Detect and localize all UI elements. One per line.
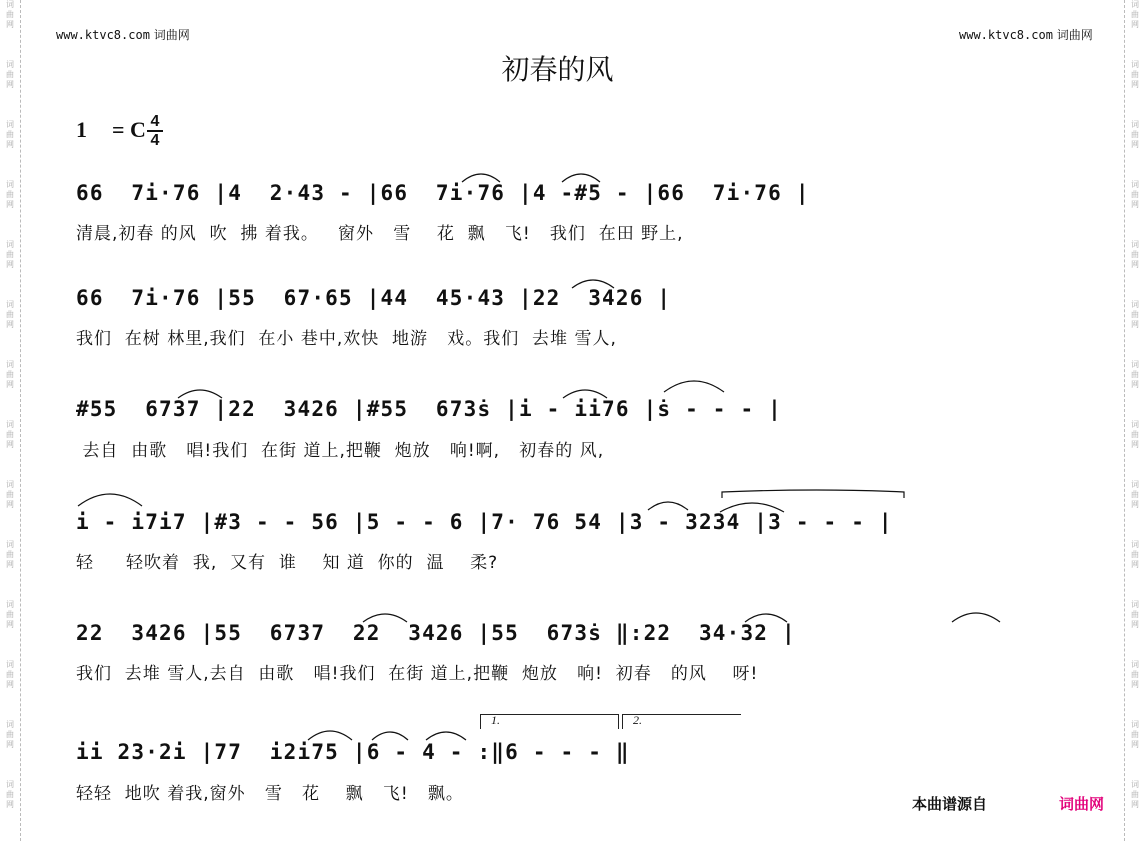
watermark-mark: 词 曲 网 [6, 780, 14, 809]
watermark-mark: 词 曲 网 [1131, 180, 1139, 209]
watermark-mark: 词 曲 网 [1131, 0, 1139, 29]
watermark-mark: 词 曲 网 [6, 480, 14, 509]
slur-arc [720, 503, 784, 512]
score-notes-line-1: 66 7i·76 |4 2·43 - |66 7i·76 |4 -#5 - |66 7i·76 | [76, 181, 810, 205]
slur-arc [664, 381, 724, 392]
score-notes-line-4: i - i7i7 |#3 - - 56 |5 - - 6 |7· 76 54 |3 - 3234 |3 - - - | [76, 510, 893, 534]
watermark-mark: 词 曲 网 [6, 660, 14, 689]
watermark-mark: 词 曲 网 [1131, 540, 1139, 569]
watermark-mark: 词 曲 网 [6, 360, 14, 389]
watermark-mark: 词 曲 网 [6, 600, 14, 629]
watermark-mark: 词 曲 网 [1131, 420, 1139, 449]
song-title: 初春的风 [501, 53, 614, 86]
score-notes-line-3: #55 6737 |22 3426 |#55 673ṡ |i - ii76 |ṡ - - - | [76, 397, 782, 421]
slur-arc [572, 280, 614, 288]
score-lyrics-line-5: 我们 去堆 雪人,去自 由歌 唱!我们 在街 道上,把鞭 炮放 响! 初春 的风 呀! [76, 664, 759, 684]
slur-arc [648, 502, 688, 510]
site-name: 词曲网 [1056, 28, 1093, 42]
key-label: 1 [76, 117, 87, 142]
watermark-mark: 词 曲 网 [1131, 660, 1139, 689]
watermark-mark: 词 曲 网 [1131, 60, 1139, 89]
watermark-mark: 词 曲 网 [1131, 300, 1139, 329]
slur-arc [563, 390, 607, 398]
score-notes-line-2: 66 7i·76 |55 67·65 |44 45·43 |22 3426 | [76, 286, 672, 310]
watermark-mark: 词 曲 网 [1131, 600, 1139, 629]
watermark-mark: 词 曲 网 [1131, 360, 1139, 389]
first-ending-label: 1. [491, 713, 500, 727]
watermark-mark: 词 曲 网 [1131, 120, 1139, 149]
score-lyrics-line-2: 我们 在树 林里,我们 在小 巷中,欢快 地游 戏。我们 去堆 雪人, [76, 329, 617, 349]
time-numerator: 4 [150, 113, 160, 130]
source-brand-logo[interactable]: 词曲网 [1059, 795, 1105, 813]
key-value: = C [112, 117, 146, 142]
slur-arc [745, 614, 787, 622]
watermark-mark: 词 曲 网 [6, 240, 14, 269]
slur-arc [78, 494, 142, 506]
score-lyrics-line-4: 轻 轻吹着 我, 又有 谁 知 道 你的 温 柔? [76, 553, 499, 573]
watermark-mark: 词 曲 网 [6, 300, 14, 329]
slur-arc [178, 390, 222, 398]
site-url[interactable]: www.ktvc8.com [56, 28, 150, 42]
watermark-mark: 词 曲 网 [6, 180, 14, 209]
slur-arc [722, 490, 904, 498]
score-lyrics-line-1: 清晨,初春 的风 吹 拂 着我。 窗外 雪 花 飘 飞! 我们 在田 野上, [76, 224, 684, 244]
watermark-mark: 词 曲 网 [6, 420, 14, 449]
slur-arc [952, 613, 1000, 622]
watermark-mark: 词 曲 网 [1131, 240, 1139, 269]
slur-arc [308, 731, 352, 740]
slur-arc [462, 174, 500, 182]
slur-arc [426, 732, 466, 740]
slur-arc [562, 174, 600, 182]
watermark-mark: 词 曲 网 [1131, 780, 1139, 809]
watermark-mark: 词 曲 网 [6, 120, 14, 149]
second-ending-label: 2. [633, 713, 642, 727]
score-lyrics-line-3: 去自 由歌 唱!我们 在街 道上,把鞭 炮放 响!啊, 初春的 风, [76, 441, 605, 461]
site-url[interactable]: www.ktvc8.com [959, 28, 1053, 42]
slur-arc [363, 614, 407, 622]
score-notes-line-6: ii 23·2i |77 i2i75 |6 - 4 - :‖6 - - - ‖ [76, 740, 630, 764]
watermark-mark: 词 曲 网 [6, 60, 14, 89]
slur-arc [372, 732, 408, 740]
watermark-mark: 词 曲 网 [1131, 480, 1139, 509]
watermark-mark: 词 曲 网 [6, 540, 14, 569]
time-denominator: 4 [150, 132, 160, 149]
watermark-mark: 词 曲 网 [1131, 720, 1139, 749]
source-label: 本曲谱源自 [912, 795, 988, 813]
watermark-mark: 词 曲 网 [6, 0, 14, 29]
score-lyrics-line-6: 轻轻 地吹 着我,窗外 雪 花 飘 飞! 飘。 [76, 784, 464, 804]
score-notes-line-5: 22 3426 |55 6737 22 3426 |55 673ṡ ‖:22 34·32 | [76, 621, 796, 645]
site-name: 词曲网 [153, 28, 190, 42]
watermark-mark: 词 曲 网 [6, 720, 14, 749]
